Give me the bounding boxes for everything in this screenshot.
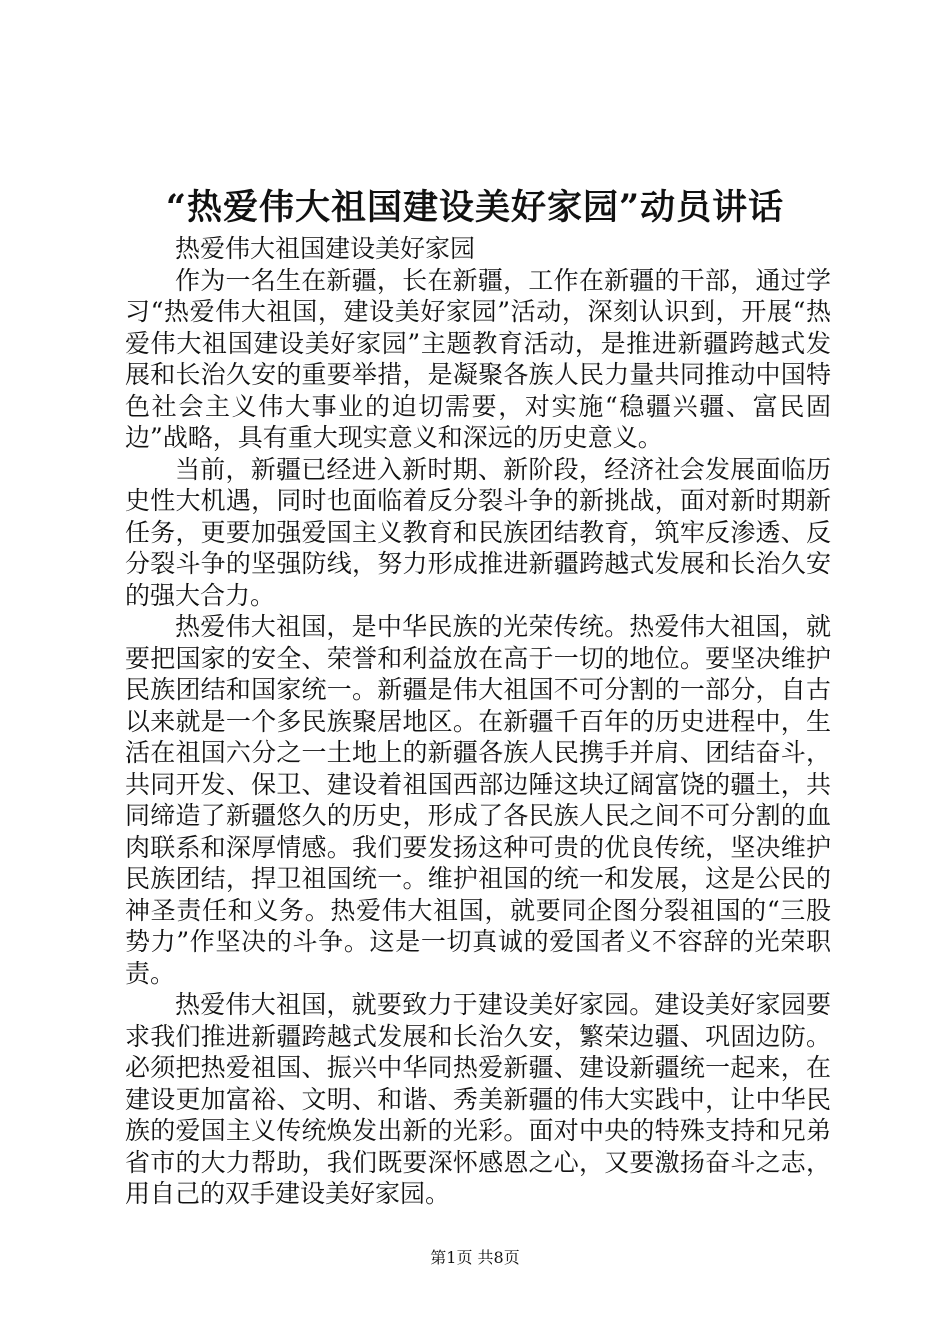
document-body [125,233,831,1210]
document-title: “热爱伟大祖国建设美好家园”动员讲话 [165,187,785,228]
body-paragraph: 作为一名生在新疆，长在新疆，工作在新疆的干部，通过学习“热爱伟大祖国，建设美好家园”活动，深刻认识到，开展“热爱伟大祖国建设美好家园”主题教育活动，是推进新疆跨越式发展和长治久安的重要举措，是凝聚各族人民力量共同推动中国特色社会主义伟大事业的迫切需要，对实施“稳疆兴疆、富民固边”战略，具有重大现实意义和深远的历史意义。 [125,265,831,452]
subtitle-paragraph: 热爱伟大祖国建设美好家园 [175,234,476,263]
page-number-footer: 第1页 共8页 [430,1248,520,1267]
body-paragraph: 热爱伟大祖国，是中华民族的光荣传统。热爱伟大祖国，就要把国家的安全、荣誉和利益放在高于一切的地位。要坚决维护民族团结和国家统一。新疆是伟大祖国不可分割的一部分，自古以来就是一个多民族聚居地区。在新疆千百年的历史进程中，生活在祖国六分之一土地上的新疆各族人民携手并肩、团结奋斗，共同开发、保卫、建设着祖国西部边陲这块辽阔富饶的疆土，共同缔造了新疆悠久的历史，形成了各民族人民之间不可分割的血肉联系和深厚情感。我们要发扬这种可贵的优良传统，坚决维护民族团结，捍卫祖国统一。维护祖国的统一和发展，这是公民的神圣责任和义务。热爱伟大祖国，就要同企图分裂祖国的“三股势力”作坚决的斗争。这是一切真诚的爱国者义不容辞的光荣职责。 [125,612,831,988]
body-paragraph: 当前，新疆已经进入新时期、新阶段，经济社会发展面临历史性大机遇，同时也面临着反分裂斗争的新挑战，面对新时期新任务，更要加强爱国主义教育和民族团结教育，筑牢反渗透、反分裂斗争的坚强防线，努力形成推进新疆跨越式发展和长治久安的强大合力。 [125,454,831,610]
body-paragraph: 热爱伟大祖国，就要致力于建设美好家园。建设美好家园要求我们推进新疆跨越式发展和长治久安，繁荣边疆、巩固边防。必须把热爱祖国、振兴中华同热爱新疆、建设新疆统一起来，在建设更加富裕、文明、和谐、秀美新疆的伟大实践中，让中华民族的爱国主义传统焕发出新的光彩。面对中央的特殊支持和兄弟省市的大力帮助，我们既要深怀感恩之心，又要激扬奋斗之志，用自己的双手建设美好家园。 [125,990,831,1208]
